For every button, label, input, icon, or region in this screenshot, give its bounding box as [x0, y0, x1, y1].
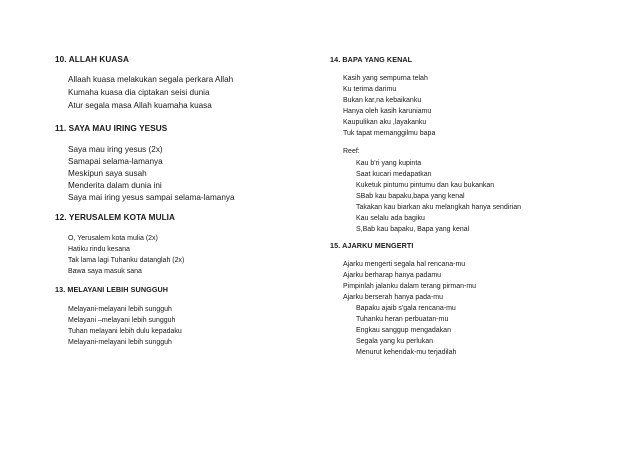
song-line: Hanya oleh kasih karuniamu — [343, 108, 432, 115]
song-line: Tuhanku heran perbuatan-mu — [356, 316, 449, 323]
song-line: Kumaha kuasa dia ciptakan seisi dunia — [68, 88, 210, 97]
reef-line: Saat kucari medapatkan — [356, 171, 432, 178]
song-line: Ajarku mengerti segala hal rencana-mu — [343, 261, 466, 268]
song-line: Meskipun saya susah — [68, 169, 147, 178]
song-line: Atur segala masa Allah kuamaha kuasa — [68, 101, 212, 110]
reef-line: Kau b'ri yang kupinta — [356, 160, 422, 167]
song-line: Saya mai iring yesus sampai selama-lamanya — [68, 193, 235, 202]
song-line: Samapai selama-lamanya — [68, 157, 163, 166]
song-line: Menderita dalam dunia ini — [68, 181, 162, 190]
song-line: Kasih yang sempurna telah — [343, 75, 428, 82]
song-title: 13. MELAYANI LEBIH SUNGGUH — [55, 285, 169, 294]
reef-line: Takakan kau biarkan aku melangkah hanya sendirian — [356, 204, 521, 211]
reef-line: Kau selalu ada bagiku — [356, 215, 425, 222]
song-line: Saya mau iring yesus (2x) — [68, 145, 163, 154]
song-line: Bawa saya masuk sana — [68, 268, 142, 275]
song-title: 15. AJARKU MENGERTI — [330, 241, 414, 250]
song-title: 10. ALLAH KUASA — [55, 55, 129, 64]
song-line: Ajarku berharap hanya padamu — [343, 272, 442, 279]
song-title: 14. BAPA YANG KENAL — [330, 55, 413, 64]
song-line: O, Yerusalem kota mulia (2x) — [68, 235, 158, 242]
reef-line: Kuketuk pintumu pintumu dan kau bukankan — [356, 182, 495, 189]
song-line: Ku terima darimu — [343, 86, 397, 93]
song-title: 11. SAYA MAU IRING YESUS — [55, 124, 168, 133]
song-line: Bukan kar,na kebaikanku — [343, 97, 422, 104]
song-line: Pimpinlah jalanku dalam terang pirman-mu — [343, 283, 477, 290]
reef-line: S,Bab kau bapaku, Bapa yang kenal — [356, 226, 470, 233]
song-line: Hatiku rindu kesana — [68, 246, 130, 253]
reef-label: Reef: — [343, 148, 360, 155]
song-title: 12. YERUSALEM KOTA MULIA — [55, 213, 176, 222]
song-line: Allaah kuasa melakukan segala perkara Allah — [68, 75, 234, 84]
song-line: Segala yang ku perlukan — [356, 338, 434, 345]
song-line: Kaupulikan aku ,layakanku — [343, 119, 427, 126]
song-line: Tak lama lagi Tuhanku datanglah (2x) — [68, 257, 185, 264]
song-line: Bapaku ajaib s'gala rencana-mu — [356, 305, 456, 312]
song-line: Melayani-melayani lebih sungguh — [68, 339, 172, 346]
song-line: Melayani –melayani lebih sungguh — [68, 317, 176, 324]
song-line: Engkau sanggup mengadakan — [356, 327, 451, 334]
reef-line: SBab kau bapaku,bapa yang kenal — [356, 193, 465, 200]
song-line: Melayani-melayani lebih sungguh — [68, 306, 172, 313]
song-line: Tuhan melayani lebih dulu kepadaku — [68, 328, 182, 335]
song-line: Tuk tapat memanggilmu bapa — [343, 130, 436, 137]
song-line: Menurut kehendak-mu terjadilah — [356, 349, 457, 356]
song-line: Ajarku berserah hanya pada-mu — [343, 294, 444, 301]
